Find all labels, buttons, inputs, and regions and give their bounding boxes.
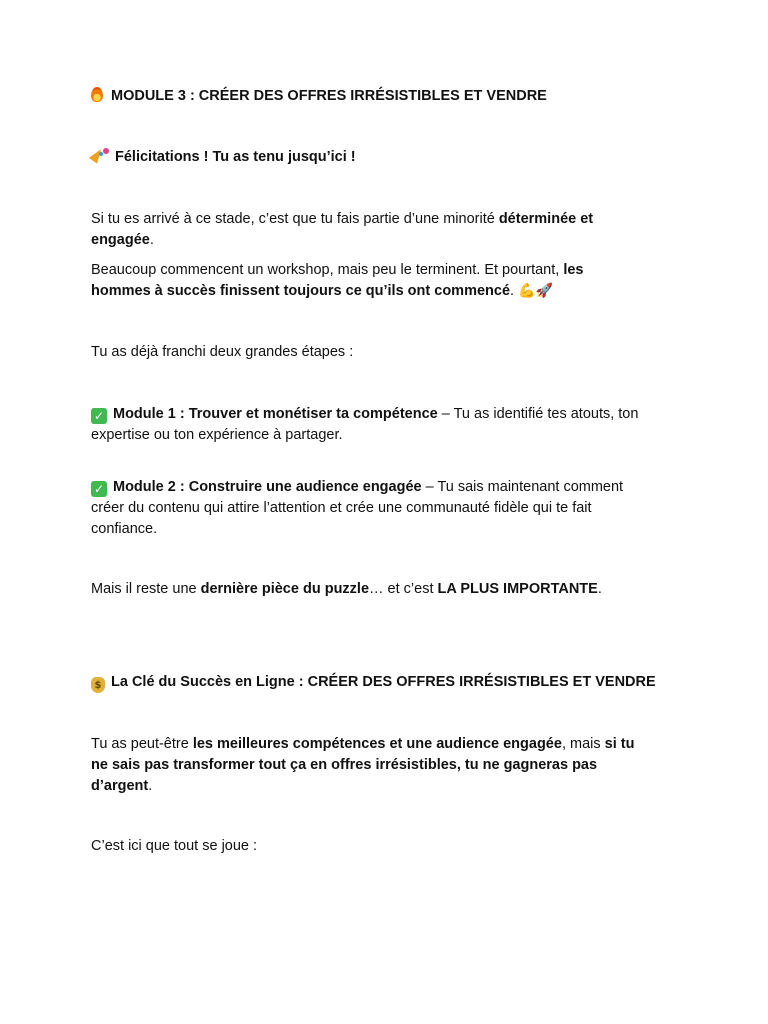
module2-line1: ✓ Module 2 : Construire une audience engagée – Tu sais maintenant comment <box>91 477 681 498</box>
money-bag-icon: $ <box>91 677 105 693</box>
party-popper-icon <box>91 147 109 163</box>
paragraph-offers-line3: d’argent. <box>91 778 153 794</box>
puzzle-paragraph: Mais il reste une dernière pièce du puzzle… et c’est LA PLUS IMPORTANTE. <box>91 581 602 597</box>
steps-intro: Tu as déjà franchi deux grandes étapes : <box>91 344 354 360</box>
module1-line1: ✓ Module 1 : Trouver et monétiser ta compétence – Tu as identifié tes atouts, ton <box>91 404 681 425</box>
congrats-heading: Félicitations ! Tu as tenu jusqu’ici ! <box>91 147 681 168</box>
paragraph-minority-line2: engagée. <box>91 232 154 248</box>
muscle-rocket-icons: 💪🚀 <box>518 283 553 299</box>
module1-line2: expertise ou ton expérience à partager. <box>91 427 343 443</box>
closing-line: C’est ici que tout se joue : <box>91 838 258 854</box>
flame-icon <box>91 87 103 102</box>
paragraph-offers-line2: ne sais pas transformer tout ça en offres irrésistibles, tu ne gagneras pas <box>91 757 598 773</box>
paragraph-success-line1: Beaucoup commencent un workshop, mais peu le terminent. Et pourtant, les <box>91 262 584 278</box>
module2-line2: créer du contenu qui attire l’attention et crée une communauté fidèle qui te fait <box>91 500 592 516</box>
paragraph-success-line2: hommes à succès finissent toujours ce qu’ils ont commencé. 💪🚀 <box>91 281 681 302</box>
paragraph-minority-line1: Si tu es arrivé à ce stade, c’est que tu fais partie d’une minorité déterminée et <box>91 211 594 227</box>
module-title: MODULE 3 : CRÉER DES OFFRES IRRÉSISTIBLES ET VENDRE <box>91 86 681 107</box>
module2-line3: confiance. <box>91 521 158 537</box>
check-icon: ✓ <box>91 408 107 424</box>
check-icon: ✓ <box>91 481 107 497</box>
paragraph-offers-line1: Tu as peut-être les meilleures compétences et une audience engagée, mais si tu <box>91 736 635 752</box>
key-success-heading: $ La Clé du Succès en Ligne : CRÉER DES OFFRES IRRÉSISTIBLES ET VENDRE <box>91 672 681 693</box>
